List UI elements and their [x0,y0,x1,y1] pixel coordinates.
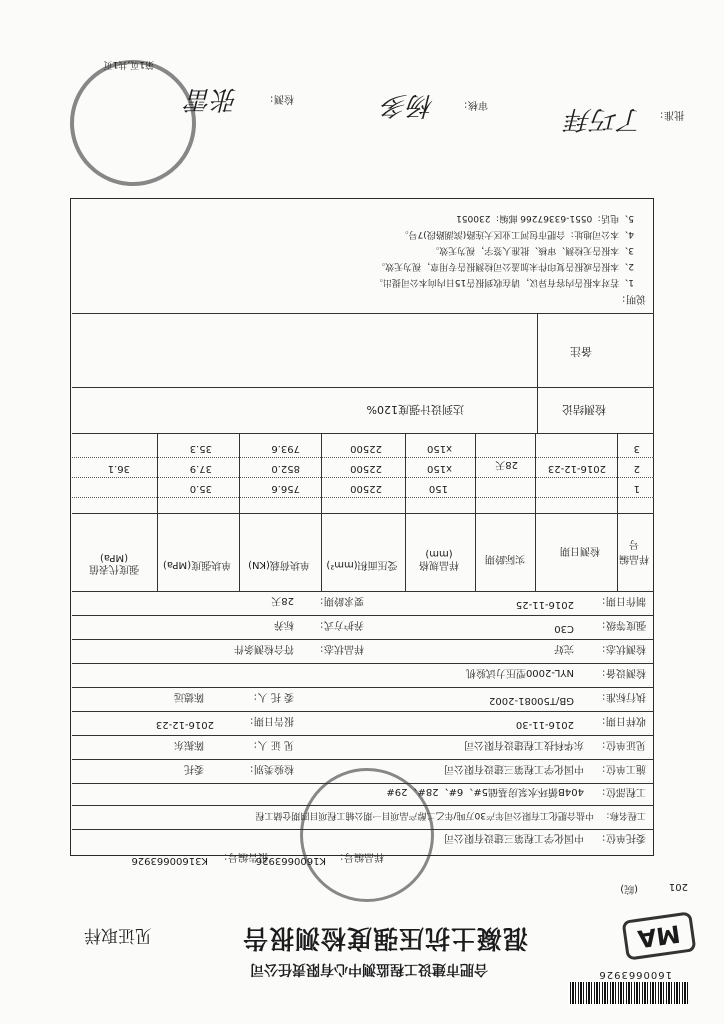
row3-spec: x150 [426,443,452,454]
cure-value: 标养 [274,619,294,630]
standard-value: GB/T50081-2002 [489,695,574,706]
receive-date-value: 2016-11-30 [515,719,574,730]
remark-label: 备注 [570,345,592,358]
witness-sampling: 见证取样 [84,925,152,945]
part-label: 工程部位： [596,786,646,797]
witness-unit-value: 东华科技工程建设有限公司 [464,739,584,750]
approve-signature: 了巧拜 [565,104,644,134]
row3-no: 3 [633,443,640,454]
make-date-label: 制作日期： [596,595,646,606]
company-seal [70,60,196,186]
grade-label: 强度等级： [596,619,646,630]
req-age-label: 要求龄期： [314,595,364,606]
page-note: 第1页,共1页 [103,59,154,69]
col-strength: 单块强度(MPa) [162,559,232,570]
report-title: 混凝土抗压强度检测报告 [241,924,528,953]
row1-strength: 35.0 [189,483,212,494]
conclusion-value: 达到设计强度120% [366,403,464,416]
condition-label: 检测状态： [596,643,646,654]
approve-label: 批准： [654,109,684,120]
company-name: 合肥市建设工程监测中心有限责任公司 [250,961,488,977]
col-sample-no: 样品编号 [619,538,649,564]
condition-value: 完好 [554,643,574,654]
row2-spec: x150 [426,463,452,474]
project-value: 中盐合肥化工有限公司年产30万吨/年乙二醇产品项目一期公辅工程项目四期仓储工程 [255,810,594,820]
review-signature: 杨多 [381,90,434,120]
equip-label: 检测设备： [596,667,646,678]
receive-date-label: 收样日期： [596,715,646,726]
witness-unit-label: 见证单位： [596,739,646,750]
note-4: 4、本公司地址：合肥市包河工业区大连路(滨湖路段)7号。 [399,229,634,239]
col-age: 实际龄期 [485,553,525,564]
cert-no: (皖) [620,883,638,894]
review-label: 审核： [458,99,488,110]
sample-state-value: 符合检测条件 [234,643,294,654]
row3-area: 22500 [350,443,382,454]
part-value: 404B循环水泵房基础5#、6#、28#、29# [386,786,584,797]
report-date-label: 报告日期： [244,715,294,726]
row2-load: 852.0 [271,463,300,474]
sample-no: K1600663926 [255,855,326,866]
make-date-value: 2016-11-25 [515,599,574,610]
standard-label: 执行标准： [596,691,646,702]
note-3: 3、本报告无检测、审核、批准人签字，视为无效。 [430,245,634,255]
sample-state-label: 样品状态： [314,643,364,654]
entrust-person-value: 陈德远 [174,691,204,702]
test-date: 2016-12-23 [547,463,606,474]
note-1: 1、若对本报告内容有异议，请在收到报告15日内向本公司提出。 [373,277,634,287]
cure-label: 养护方式： [314,619,364,630]
col-spec: 样品规格(mm) [419,548,459,570]
inspect-signature: 张雷 [185,84,238,114]
row1-spec: 150 [428,483,448,494]
row1-no: 1 [633,483,640,494]
col-area: 受压面积(mm²) [326,559,398,570]
row1-area: 22500 [350,483,382,494]
col-rep: 强度代表值(MPa) [89,552,139,574]
notes-title: 说明： [616,293,646,304]
witness-person-value: 陈振东 [174,739,204,750]
barcode [568,982,688,1004]
grade-value: C30 [554,623,574,634]
report-no-label: 报告编号： [218,851,268,862]
actual-age: 28天 [495,459,518,470]
row2-area: 22500 [350,463,382,474]
ma-mark: MA [622,911,697,960]
inspect-label: 检测： [264,93,294,104]
project-label: 工程名称： [600,810,646,820]
report-no: K31600663926 [131,855,208,866]
row2-no: 2 [633,463,640,474]
note-2: 2、本报告或报告复印件未加盖公司检测报告专用章，视为无效。 [376,261,634,271]
builder-label: 施工单位： [596,763,646,774]
entrust-person-label: 委 托 人： [247,691,294,702]
sample-no-label: 样品编号： [334,851,384,862]
conclusion-label: 检测结论 [562,403,606,416]
inspect-type-label: 检验类别： [244,763,294,774]
witness-person-label: 见 证 人： [247,739,294,750]
col-load: 单块荷载(KN) [248,559,310,570]
rep-value: 36.1 [107,463,130,474]
row3-strength: 35.3 [189,443,212,454]
row3-load: 793.6 [271,443,300,454]
inspect-type-value: 委托 [184,763,204,774]
equip-value: NYL-2000型压力试验机 [465,667,574,678]
builder-value: 中国化学工程第三建设有限公司 [444,763,584,774]
col-test-date: 检测日期 [560,545,600,556]
report-date-value: 2016-12-23 [155,719,214,730]
row1-load: 756.6 [271,483,300,494]
row2-strength: 37.9 [189,463,212,474]
note-5: 5、电话：0551-63367266 邮编：230051 [456,213,634,223]
year-fragment: 201 [668,881,688,892]
client-value: 中国化学工程第三建设有限公司 [444,832,584,843]
client-label: 委托单位： [596,832,646,843]
barcode-number: 1600663926 [598,969,672,980]
req-age-value: 28天 [271,595,294,606]
